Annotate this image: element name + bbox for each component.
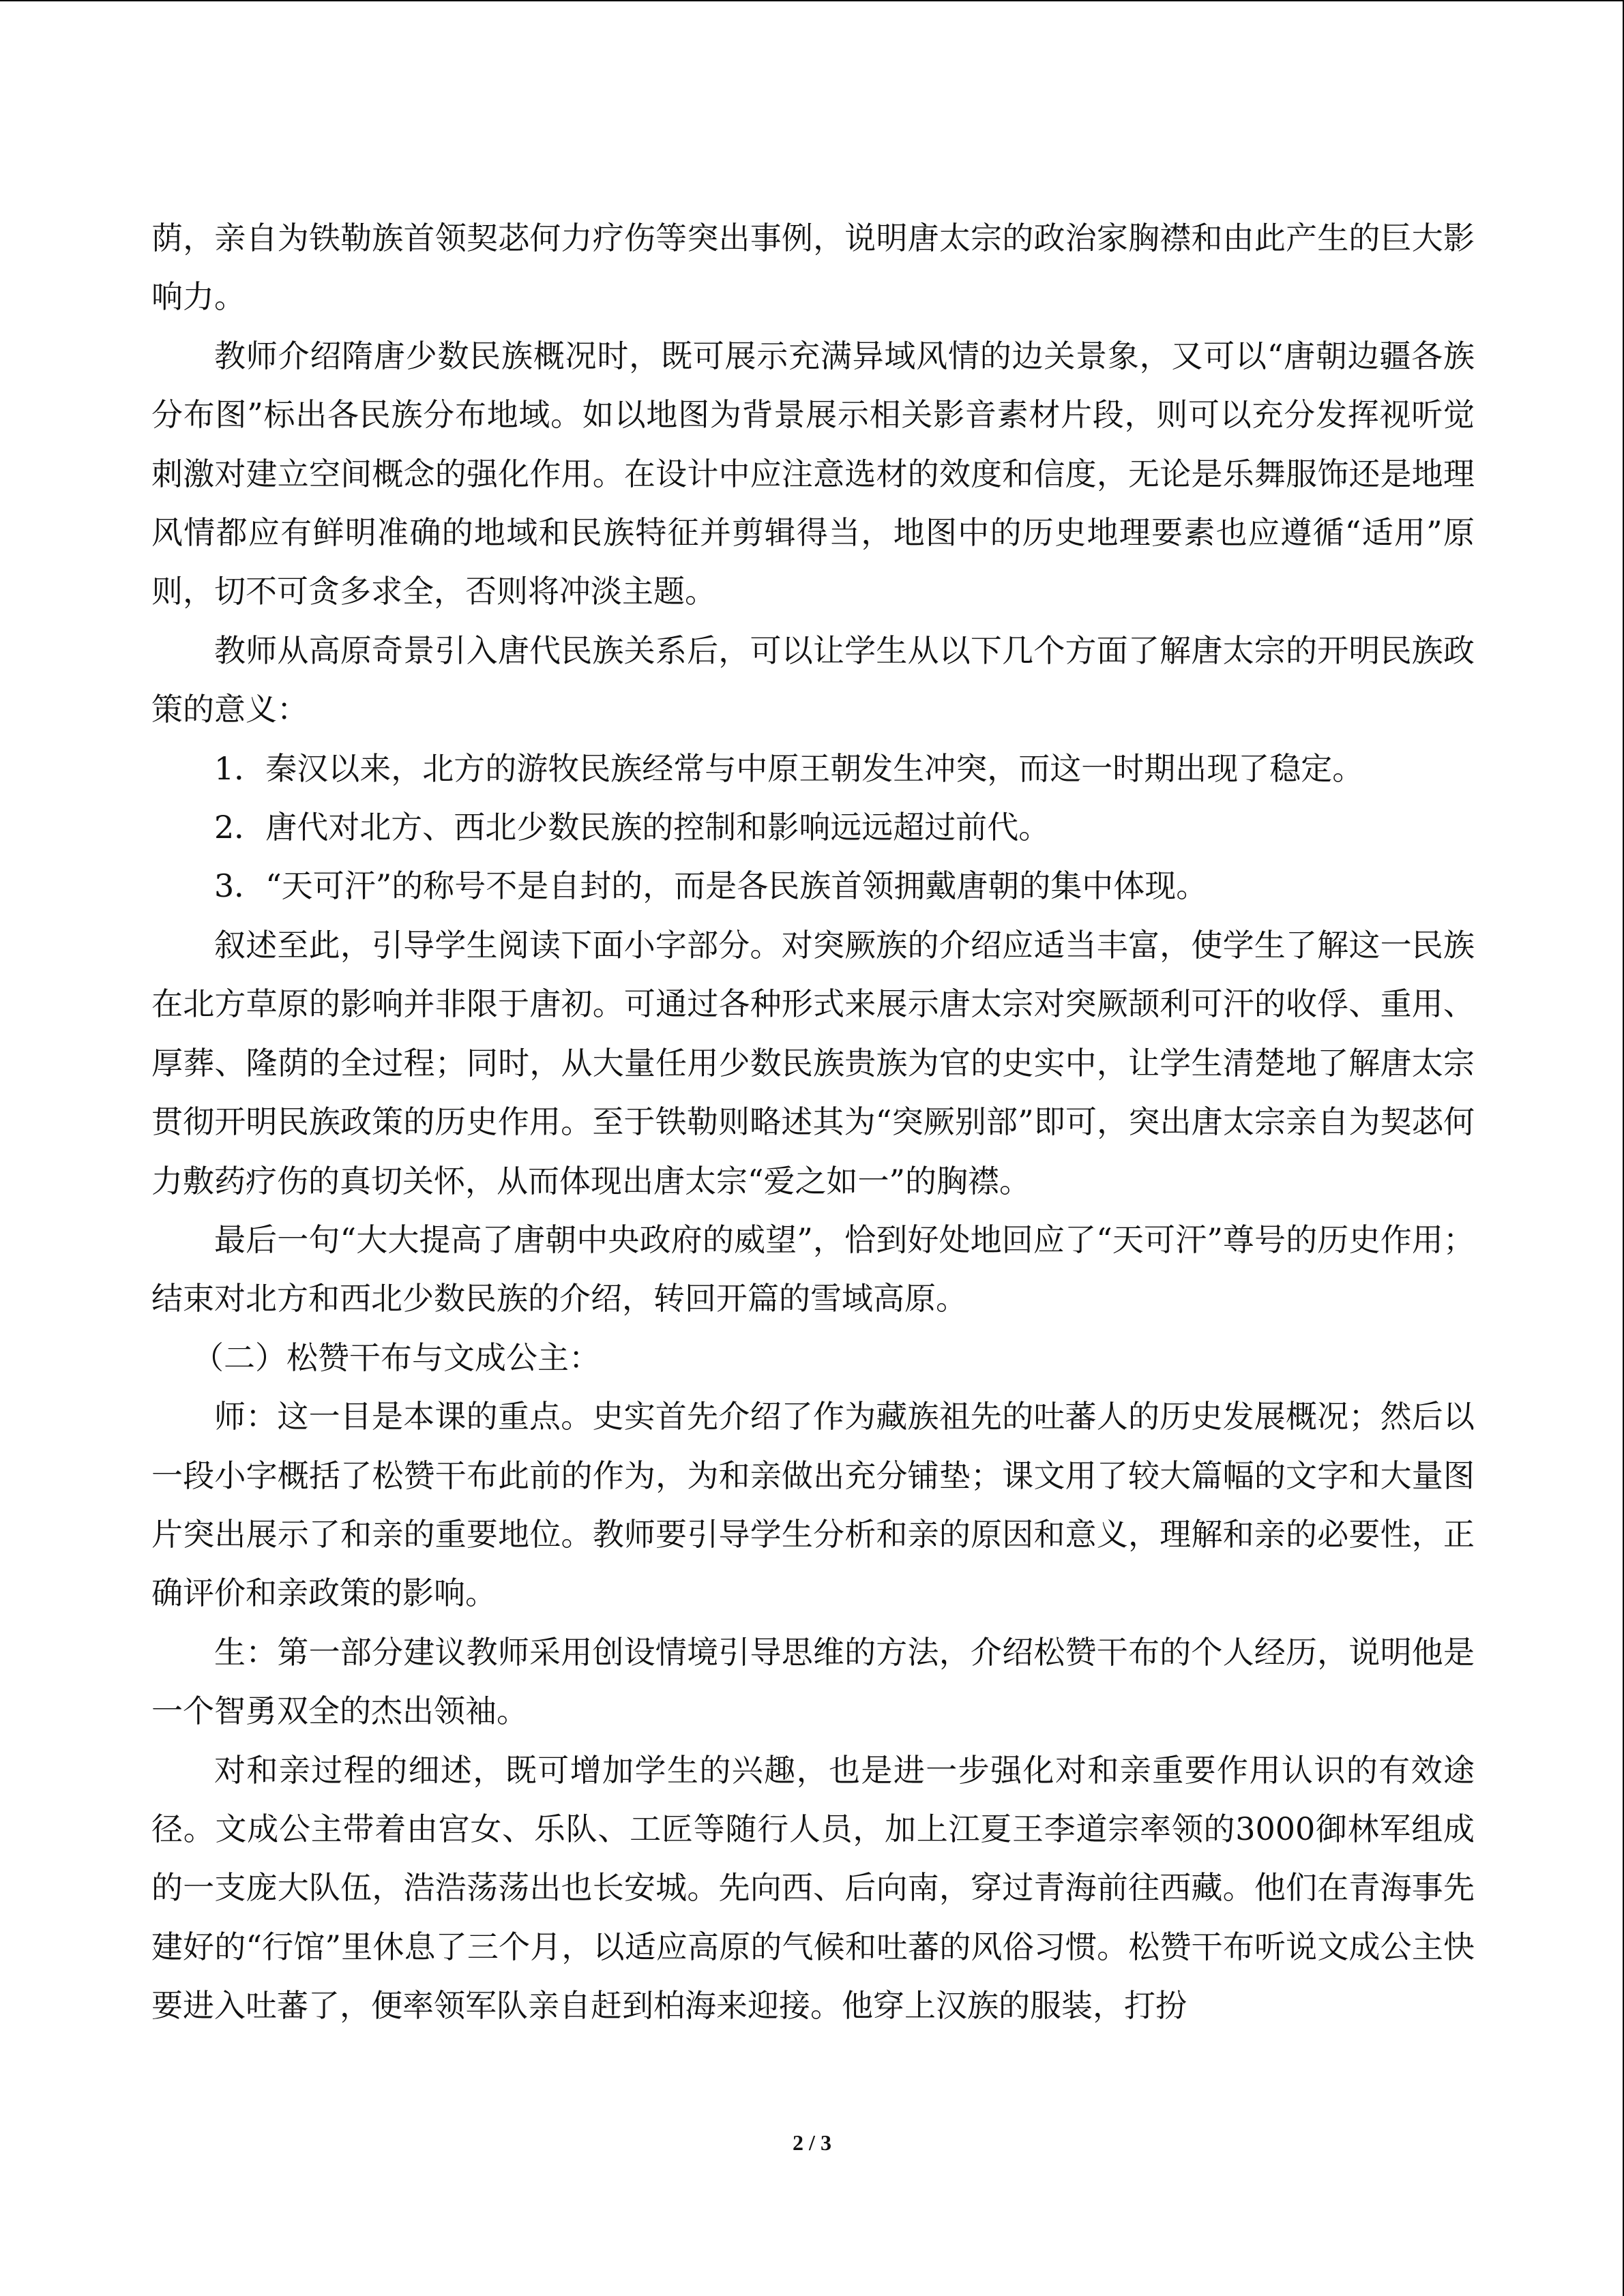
paragraph-minority-overview: 教师介绍隋唐少数民族概况时，既可展示充满异域风情的边关景象，又可以“唐朝边疆各族分布图”标出各民族分布地域。如以地图为背景展示相关影音素材片段，则可以充分发挥视听觉刺激对建立空间概念的强化作用。在设计中应注意选材的效度和信度，无论是乐舞服饰还是地理风情都应有鲜明准确的地域和民族特征并剪辑得当，地图中的历史地理要素也应遵循“适用”原则，切不可贪多求全，否则将冲淡主题。: [151, 337, 1475, 610]
list-item-2: 2．唐代对北方、西北少数民族的控制和影响远远超过前代。: [214, 809, 1050, 846]
page-number: 2 / 3: [793, 2130, 831, 2155]
paragraph-continuation: 荫，亲自为铁勒族首领契苾何力疗伤等突出事例，说明唐太宗的政治家胸襟和由此产生的巨大影响力。: [151, 220, 1475, 316]
section-heading: （二）松赞干布与文成公主：: [192, 1339, 600, 1376]
list-item-1: 1．秦汉以来，北方的游牧民族经常与中原王朝发生冲突，而这一时期出现了稳定。: [214, 749, 1364, 787]
paragraph-policy-intro: 教师从高原奇景引入唐代民族关系后，可以让学生从以下几个方面了解唐太宗的开明民族政策的意义：: [151, 631, 1475, 728]
list-item-3: 3．“天可汗”的称号不是自封的，而是各民族首领拥戴唐朝的集中体现。: [214, 867, 1208, 905]
paragraph-closing-remark: 最后一句“大大提高了唐朝中央政府的威望”，恰到好处地回应了“天可汗”尊号的历史作用；结束对北方和西北少数民族的介绍，转回开篇的雪域高原。: [151, 1221, 1475, 1317]
paragraph-teacher: 师：这一目是本课的重点。史实首先介绍了作为藏族祖先的吐蕃人的历史发展概况；然后以一段小字概括了松赞干布此前的作为，为和亲做出充分铺垫；课文用了较大篇幅的文字和大量图片突出展示了和亲的重要地位。教师要引导学生分析和亲的原因和意义，理解和亲的必要性，正确评价和亲政策的影响。: [151, 1398, 1475, 1612]
document-body: [151, 209, 1475, 2036]
paragraph-marriage-process: 对和亲过程的细述，既可增加学生的兴趣，也是进一步强化对和亲重要作用认识的有效途径。文成公主带着由宫女、乐队、工匠等随行人员，加上江夏王李道宗率领的3000御林军组成的一支庞大队伍，浩浩荡荡出也长安城。先向西、后向南，穿过青海前往西藏。他们在青海事先建好的“行馆”里休息了三个月，以适应高原的气候和吐蕃的风俗习惯。松赞干布听说文成公主快要进入吐蕃了，便率领军队亲自赶到柏海来迎接。他穿上汉族的服装，打扮: [151, 1751, 1475, 2025]
paragraph-turkic-reading: 叙述至此，引导学生阅读下面小字部分。对突厥族的介绍应适当丰富，使学生了解这一民族在北方草原的影响并非限于唐初。可通过各种形式来展示唐太宗对突厥颉利可汗的收俘、重用、厚葬、隆荫的全过程；同时，从大量任用少数民族贵族为官的史实中，让学生清楚地了解唐太宗贯彻开明民族政策的历史作用。至于铁勒则略述其为“突厥别部”即可，突出唐太宗亲自为契苾何力敷药疗伤的真切关怀，从而体现出唐太宗“爱之如一”的胸襟。: [151, 926, 1475, 1199]
paragraph-student: 生：第一部分建议教师采用创设情境引导思维的方法，介绍松赞干布的个人经历，说明他是一个智勇双全的杰出领袖。: [151, 1633, 1475, 1730]
